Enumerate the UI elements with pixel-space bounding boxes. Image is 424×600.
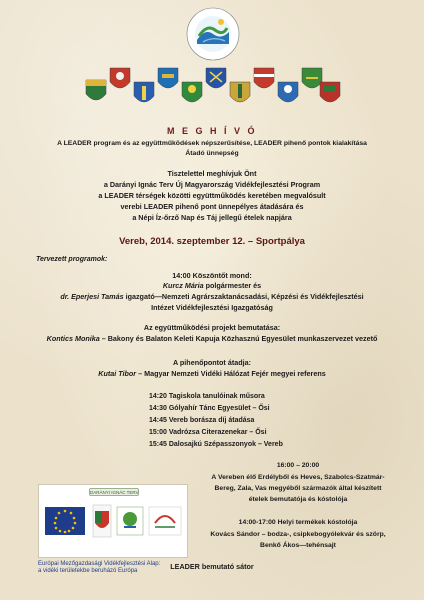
program-item-1: 14:20 Tagiskola tanulóinak műsora — [149, 393, 265, 400]
eu-caption-2: a vidéki területekbe beruházó Európa — [38, 568, 138, 574]
afternoon-time: 16:00 – 20:00 — [276, 462, 320, 469]
invite-line-1: Tisztelettel meghívjuk Önt — [167, 169, 257, 178]
hungary-crest-icon — [93, 505, 111, 537]
program-item-2: 14:30 Gólyahír Tánc Egyesület – Ősi — [149, 405, 270, 412]
program-presenter — [0, 334, 424, 343]
local-products-time: 14:00-17:00 Helyi termékek kóstolója — [238, 519, 358, 526]
presenter-role: – Bakony és Balaton Keleti Kapuja Közhasznú Egyesület munkaszervezet vezető — [99, 334, 378, 343]
crest-4-icon — [158, 68, 178, 88]
program-item-4: 15:00 Vadrózsa Citerazenekar – Ősi — [149, 429, 267, 436]
eu-caption-1: Európai Mezőgazdasági Vidékfejlesztési Alap: — [38, 561, 161, 567]
program-speaker-2-org: Intézet Vidékfejlesztési Igazgatóság — [151, 303, 273, 312]
program-handover-person — [0, 369, 424, 378]
crest-9-icon — [278, 82, 298, 102]
afternoon-line-1: A Vereben élő Erdélyből és Heves, Szabolcs-Szatmár- — [211, 474, 385, 481]
afternoon-line-3: ételek bemutatója és kóstolója — [248, 496, 348, 503]
handover-name: Kutai Tibor — [98, 369, 137, 378]
speaker-role: igazgató—Nemzeti Agrárszaktanácsadási, Képzési és Vidékfejlesztési — [123, 292, 364, 301]
program-item-5: 15:45 Dalosajkú Szépasszonyok – Vereb — [149, 441, 283, 448]
crest-8-icon — [254, 68, 274, 88]
speaker-name: Kurcz Mária — [162, 281, 204, 290]
crest-2-icon — [110, 68, 130, 88]
speaker-name: dr. Eperjesi Tamás — [60, 292, 124, 301]
crest-6-icon — [206, 68, 226, 88]
speaker-role: polgármester és — [203, 281, 262, 290]
event-date-line: Vereb, 2014. szeptember 12. – Sportpálya — [119, 236, 305, 247]
page-title: M E G H Í V Ó — [166, 126, 257, 136]
umvp-logo-icon — [149, 507, 181, 535]
handover-role: – Magyar Nemzeti Vidéki Hálózat Fejér megyei referens — [136, 369, 326, 378]
crest-10-icon — [302, 68, 322, 88]
funding-logos-icon — [45, 499, 183, 555]
afternoon-line-2: Bereg, Zala, Vas megyéből származók által készített — [214, 485, 382, 492]
crest-icons — [84, 66, 342, 112]
eu-logo-box — [38, 484, 188, 558]
eu-flag-icon — [45, 507, 85, 535]
crest-1-icon — [86, 80, 106, 100]
crest-3-icon — [134, 82, 154, 102]
heading-line-1: A LEADER program és az együttműködések népszerűsítése, LEADER pihenő pontok kialakítása — [57, 140, 367, 147]
program-speaker-2 — [0, 292, 424, 301]
association-logo-icon — [185, 6, 241, 62]
local-products-line-2: Benkő Ákos—tehénsajt — [260, 542, 336, 549]
invite-line-4: verebi LEADER pihenő pont ünnepélyes átadására és — [120, 202, 304, 211]
crest-7-icon — [230, 82, 250, 102]
program-speaker-1 — [0, 281, 424, 290]
crest-5-icon — [182, 82, 202, 102]
invite-line-5: a Népi Íz-őrző Nap és Táj jellegű ételek napjára — [132, 213, 292, 222]
crest-11-icon — [320, 82, 340, 102]
presenter-name: Kontics Monika — [46, 334, 100, 343]
leader-logo-icon — [117, 507, 143, 535]
coats-of-arms-row — [84, 66, 342, 112]
footer-tent-line: LEADER bemutató sátor — [170, 562, 254, 571]
heading-line-2: Átadó ünnepség — [185, 150, 239, 157]
program-label: Tervezett programok: — [36, 256, 108, 263]
daranyi-label: DARÁNYI IGNÁC TERV — [90, 490, 139, 495]
invite-line-2: a Darányi Ignác Terv Új Magyarország Vidékfejlesztési Program — [103, 180, 321, 189]
program-handover-intro: A pihenőpontot átadja: — [173, 358, 251, 367]
program-welcome: 14:00 Köszöntőt mond: — [172, 271, 252, 280]
local-products-line-1: Kovács Sándor – bodza-, csipkebogyólekvár és szörp, — [210, 531, 386, 538]
program-project-intro: Az együttműködési projekt bemutatása: — [143, 323, 281, 332]
program-item-3: 14:45 Vereb borásza díj átadása — [149, 417, 255, 424]
invite-line-3: a LEADER térségek közötti együttműködés keretében megvalósult — [98, 191, 326, 200]
